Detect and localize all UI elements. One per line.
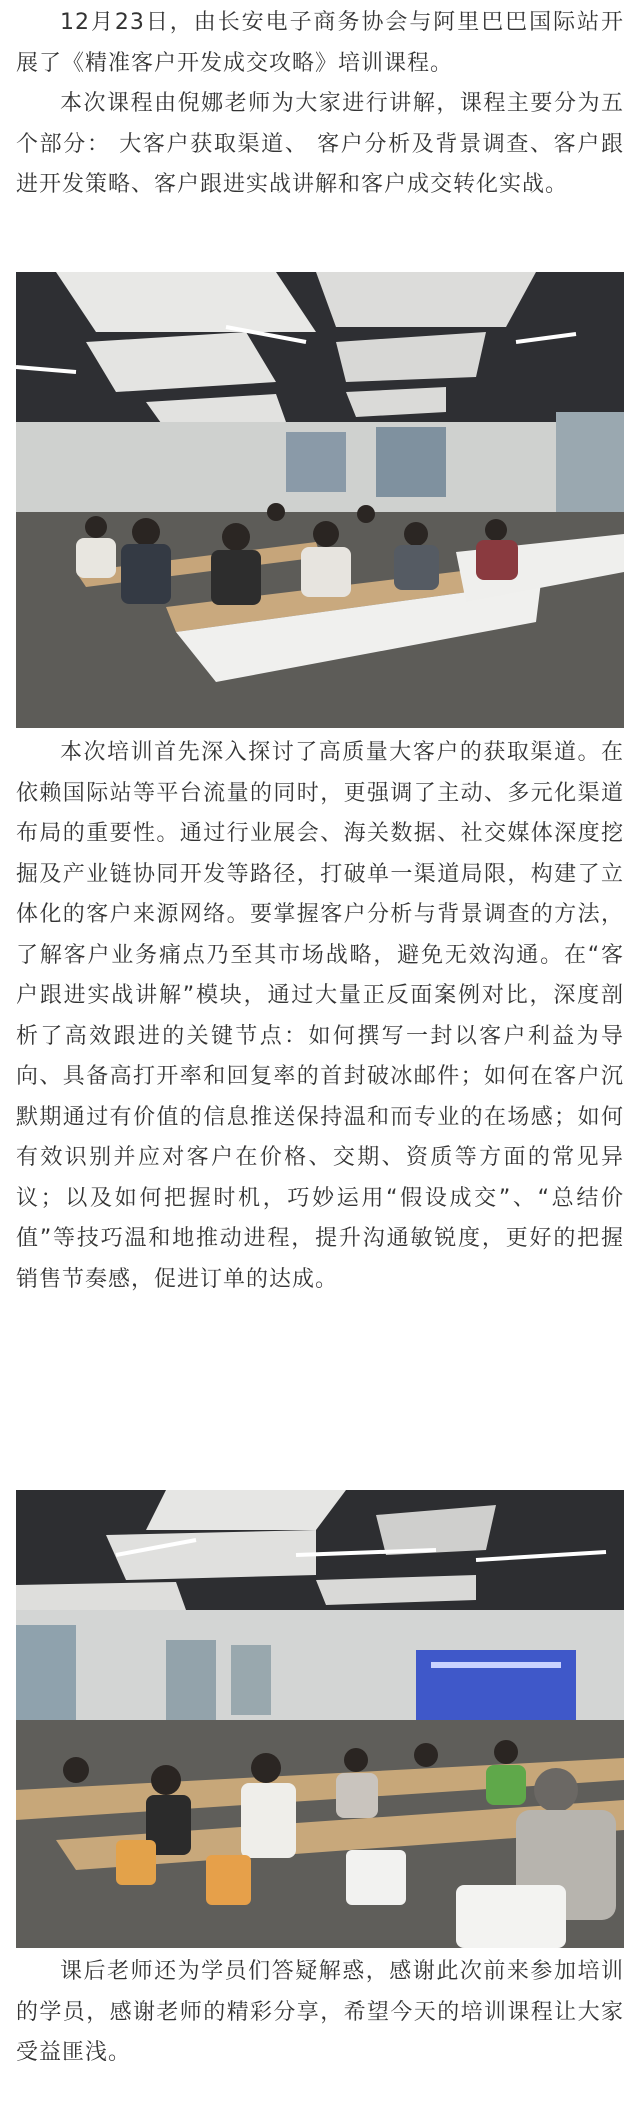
classroom-photo-icon [16,1490,624,1948]
closing-paragraph: 课后老师还为学员们答疑解惑，感谢此次前来参加培训的学员，感谢老师的精彩分享，希望今天的培训课程让大家受益匪浅。 [16,1959,624,2065]
classroom-photo-icon [16,272,624,728]
intro-paragraph: 12月23日，由长安电子商务协会与阿里巴巴国际站开展了《精准客户开发成交攻略》培训课程。 [16,10,624,76]
classroom-photo-2 [16,1490,624,1948]
course-outline-paragraph: 本次课程由倪娜老师为大家进行讲解，课程主要分为五个部分： 大客户获取渠道、 客户分析及背景调查、客户跟进开发策略、客户跟进实战讲解和客户成交转化实战。 [16,91,624,197]
classroom-photo-1 [16,272,624,728]
content-paragraph: 本次培训首先深入探讨了高质量大客户的获取渠道。在依赖国际站等平台流量的同时，更强调了主动、多元化渠道布局的重要性。通过行业展会、海关数据、社交媒体深度挖掘及产业链协同开发等路径，打破单一渠道局限，构建了立体化的客户来源网络。要掌握客户分析与背景调查的方法，了解客户业务痛点乃至其市场战略，避免无效沟通。在“客户跟进实战讲解”模块，通过大量正反面案例对比，深度剖析了高效跟进的关键节点：如何撰写一封以客户利益为导向、具备高打开率和回复率的首封破冰邮件；如何在客户沉默期通过有价值的信息推送保持温和而专业的在场感；如何有效识别并应对客户在价格、交期、资质等方面的常见异议；以及如何把握时机，巧妙运用“假设成交”、“总结价值”等技巧温和地推动进程，提升沟通敏锐度，更好的把握销售节奏感，促进订单的达成。 [16,740,624,1292]
